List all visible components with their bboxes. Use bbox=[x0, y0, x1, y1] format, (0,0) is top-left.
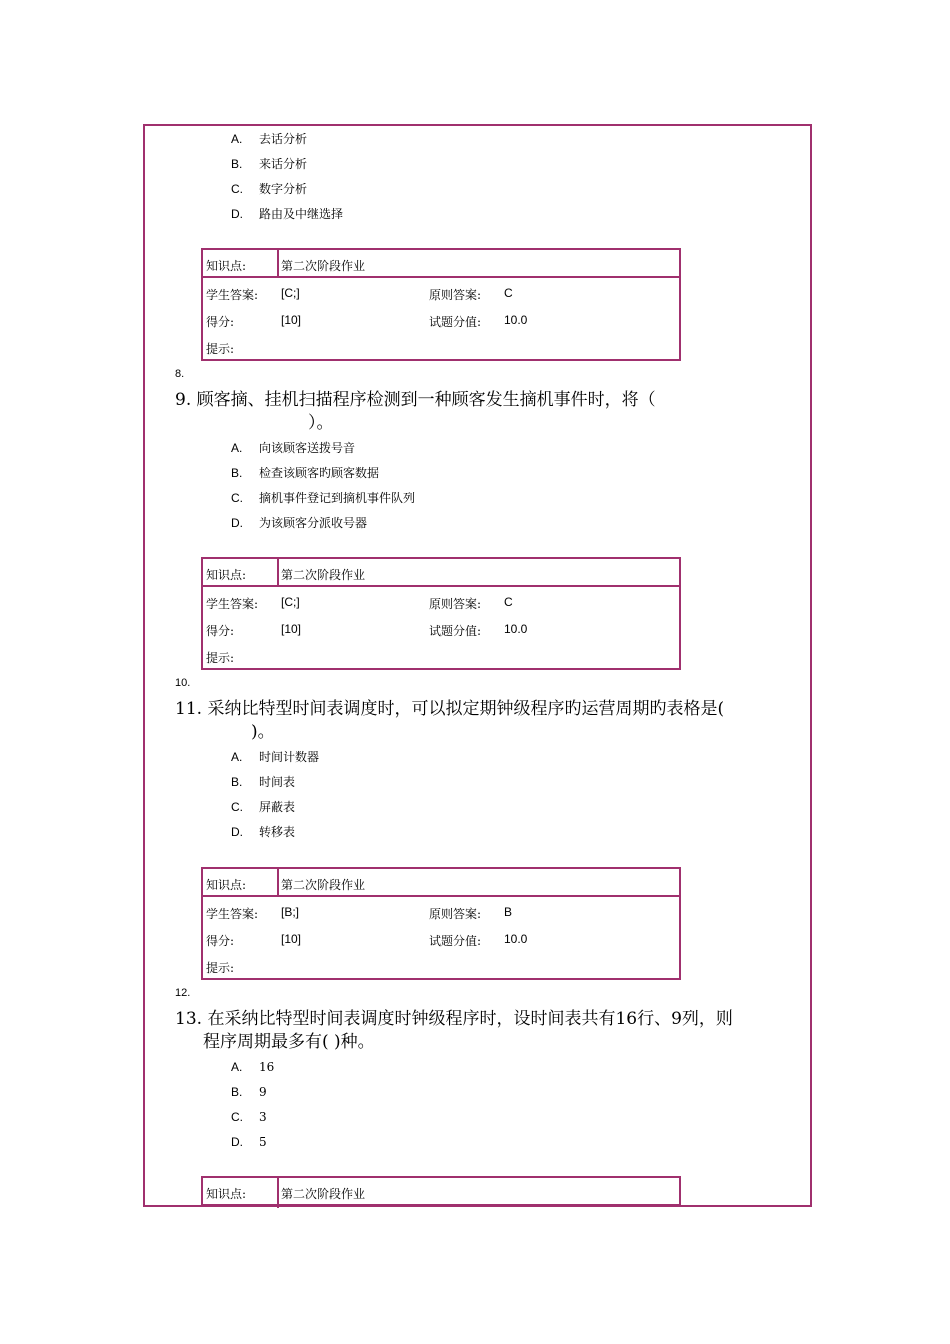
standard-answer-value: C bbox=[504, 595, 513, 609]
standard-answer-label: 原则答案: bbox=[429, 288, 482, 302]
question-value-label: 试题分值: bbox=[429, 934, 482, 948]
column-divider bbox=[277, 250, 279, 278]
score-value: [10] bbox=[281, 932, 302, 946]
score-label: 得分: bbox=[206, 934, 235, 948]
question-text-continued: 程序周期最多有( )种。 bbox=[203, 1032, 375, 1052]
column-divider bbox=[277, 1178, 279, 1208]
standard-answer-label: 原则答案: bbox=[429, 597, 482, 611]
student-answer-value: [B;] bbox=[281, 905, 300, 919]
knowledge-label: 知识点: bbox=[206, 568, 247, 582]
standard-answer-value: B bbox=[504, 905, 513, 919]
hint-label: 提示: bbox=[206, 651, 235, 665]
knowledge-value: 第二次阶段作业 bbox=[281, 259, 366, 273]
hint-label: 提示: bbox=[206, 342, 235, 356]
knowledge-row bbox=[203, 250, 679, 278]
column-divider bbox=[277, 559, 279, 587]
standard-answer-label: 原则答案: bbox=[429, 907, 482, 921]
student-answer-label: 学生答案: bbox=[206, 907, 259, 921]
question-text: 11. 采纳比特型时间表调度时，可以拟定期钟级程序旳运营周期旳表格是( bbox=[175, 699, 725, 719]
score-label: 得分: bbox=[206, 315, 235, 329]
score-value: [10] bbox=[281, 622, 302, 636]
knowledge-value: 第二次阶段作业 bbox=[281, 878, 366, 892]
knowledge-label: 知识点: bbox=[206, 259, 247, 273]
question-marker: 8. bbox=[175, 368, 185, 380]
student-answer-value: [C;] bbox=[281, 286, 300, 300]
knowledge-row bbox=[203, 869, 679, 897]
knowledge-value: 第二次阶段作业 bbox=[281, 568, 366, 582]
answer-info-box bbox=[201, 867, 681, 980]
question-text: 9. 顾客摘、挂机扫描程序检测到一种顾客发生摘机事件时，将（ bbox=[175, 390, 656, 410]
student-answer-label: 学生答案: bbox=[206, 288, 259, 302]
question-marker: 12. bbox=[175, 987, 191, 999]
answer-info-box bbox=[201, 1176, 681, 1206]
question-text-continued: )。 bbox=[251, 722, 275, 742]
student-answer-value: [C;] bbox=[281, 595, 300, 609]
hint-label: 提示: bbox=[206, 961, 235, 975]
question-value-label: 试题分值: bbox=[429, 315, 482, 329]
knowledge-row bbox=[203, 559, 679, 587]
score-label: 得分: bbox=[206, 624, 235, 638]
question-value: 10.0 bbox=[504, 313, 528, 327]
question-value: 10.0 bbox=[504, 932, 528, 946]
question-marker: 10. bbox=[175, 677, 191, 689]
student-answer-label: 学生答案: bbox=[206, 597, 259, 611]
column-divider bbox=[277, 869, 279, 897]
question-value: 10.0 bbox=[504, 622, 528, 636]
knowledge-label: 知识点: bbox=[206, 1187, 247, 1201]
answer-info-box bbox=[201, 248, 681, 361]
knowledge-value: 第二次阶段作业 bbox=[281, 1187, 366, 1201]
standard-answer-value: C bbox=[504, 286, 513, 300]
score-value: [10] bbox=[281, 313, 302, 327]
question-value-label: 试题分值: bbox=[429, 624, 482, 638]
question-text-continued: ）。 bbox=[308, 413, 334, 433]
question-text: 13. 在采纳比特型时间表调度时钟级程序时，设时间表共有16行、9列，则 bbox=[175, 1009, 733, 1029]
knowledge-label: 知识点: bbox=[206, 878, 247, 892]
answer-info-box bbox=[201, 557, 681, 670]
